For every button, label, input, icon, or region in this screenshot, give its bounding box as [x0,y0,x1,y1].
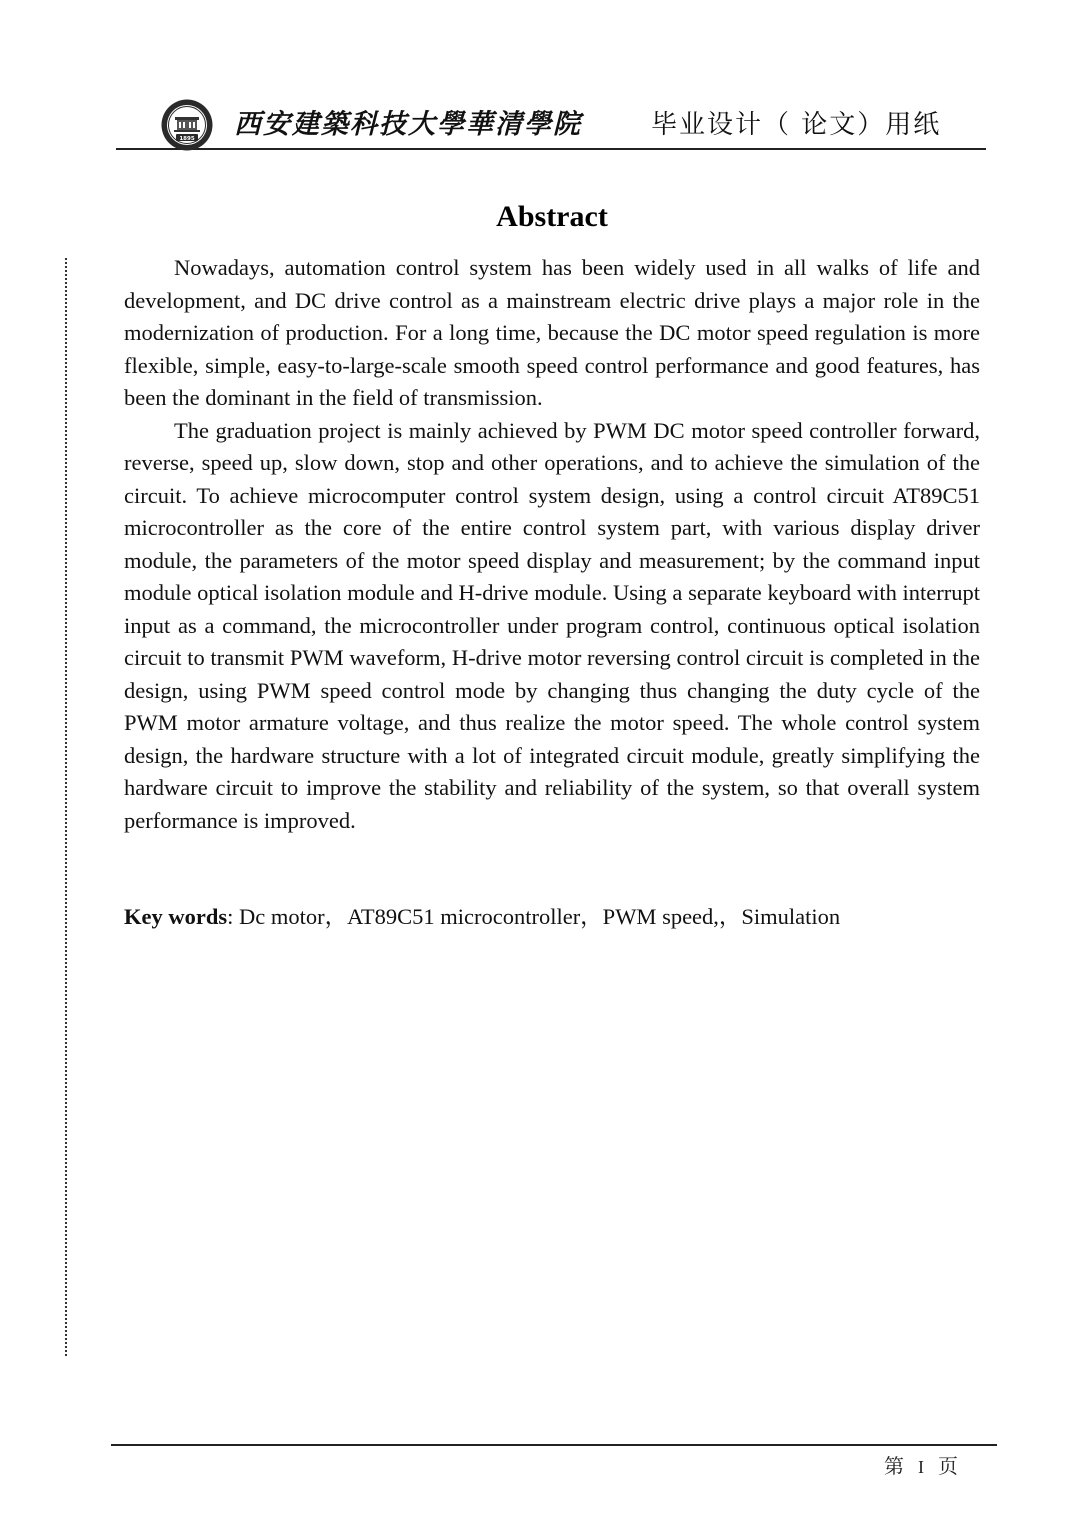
abstract-paragraph-2: The graduation project is mainly achieved by PWM DC motor speed controller forward, reverse, speed up, slow down, stop and other operations, and to achieve the simulation of the circuit. To achieve microcomputer control system design, using a control circuit AT89C51 microcontroller as the core of the entire control system part, with various display driver module, the parameters of the motor speed display and measurement; by the command input module optical isolation module and H-drive module. Using a separate keyboard with interrupt input as a command, the microcontroller under program control, continuous optical isolation circuit to transmit PWM waveform, H-drive motor reversing control circuit is completed in the design, using PWM speed control mode by changing thus changing the duty cycle of the PWM motor armature voltage, and thus realize the motor speed. The whole control system design, the hardware structure with a lot of integrated circuit module, greatly simplifying the hardware circuit to improve the stability and reliability of the system, so that overall system performance is improved. [124,417,980,833]
keywords-line [124,901,980,933]
page-number [884,1450,958,1479]
page-number-suffix: 页 [938,1454,958,1478]
keywords-text: : Dc motor，AT89C51 microcontroller，PWM speed,，Simulation [227,904,841,929]
page-title: Abstract [496,200,608,233]
footer-divider [111,1444,997,1446]
university-seal-icon [160,98,214,152]
page-number-value: I [918,1457,924,1477]
binding-margin-line [65,258,67,1356]
header-subtitle: 毕业设计（ 论文）用纸 [651,110,942,140]
institution-name: 西安建築科技大學華清學院 [234,109,582,140]
page-number-prefix: 第 [884,1454,904,1478]
abstract-body [124,252,980,837]
seal-year: 1895 [179,136,195,142]
abstract-paragraph-1: Nowadays, automation control system has been widely used in all walks of life and development, and DC drive control as a mainstream electric drive plays a major role in the modernization of production. For a long time, because the DC motor speed regulation is more flexible, simple, easy-to-large-scale smooth speed control performance and good features, has been the dominant in the field of transmission. [124,255,980,410]
page-header [116,92,986,150]
keywords-label: Key words [124,904,228,929]
